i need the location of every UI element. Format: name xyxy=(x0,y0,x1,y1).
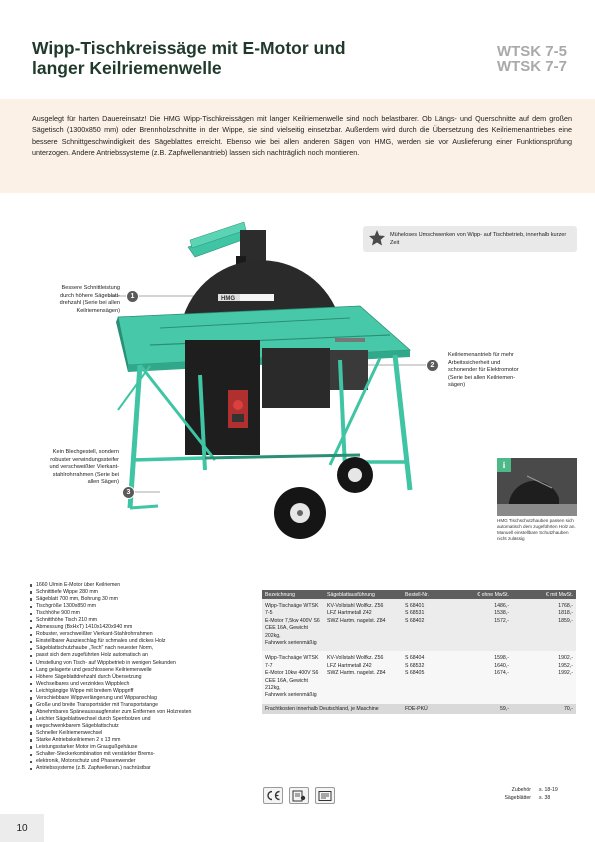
ce-mark-icon xyxy=(263,787,283,804)
product-name-cell xyxy=(262,651,324,703)
cell-line: CEE 16A, Gewicht 202kg, xyxy=(265,625,308,639)
intro-paragraph: Ausgelegt für harten Dauereinsatz! Die HMG Wipp-Tischkreissägen mit langer Keilriemenwelle sind noch belastbarer. Ob Längs- und Querschnitte auf dem großen Sägetisch (1300x850 mm) oder Brennholzschnitte in der Wippe, sie sind vielseitig einsetzbar. Außerdem wird durch die Übersetzung des Keilriemenantriebes eine bessere Schnittgeschwindigkeit des Sägeblattes erreicht. Ebenso wie bei allen anderen Sägen von HMG, werden sie vor Auslieferung einer Funktionsprüfung unterzogen. Andere Antriebssysteme (z.B. Zapfwellenantrieb) lassen sich nachträglich noch montieren. xyxy=(32,114,572,158)
feature-list xyxy=(30,582,245,772)
blade-cell xyxy=(324,651,402,703)
reference-value: s. 38 xyxy=(539,795,551,801)
list-item: Schalter-Steckerkombination mit verstärkter Brems- xyxy=(30,751,245,758)
col-header: € mit MwSt. xyxy=(512,590,576,599)
reference-label: Sägeblätter xyxy=(504,795,531,801)
manual-icon xyxy=(315,787,335,804)
cell-line: S 68402 xyxy=(405,617,425,624)
inset-caption: HMG Tischschutzhauben passen sich automatisch dem zugeführten Holz an. Manuell einstellbare Schutzhauben nicht zulässig xyxy=(497,518,576,541)
cell-line: LFZ Hartmetall Z42 xyxy=(327,610,372,617)
list-item: Abnehmbares Späneaussaugfenster zum Entfernen von Holzresten xyxy=(30,709,245,716)
gross-price-cell xyxy=(512,599,576,651)
list-item: elektronik, Motorschutz und Phasenwender xyxy=(30,758,245,765)
freight-row xyxy=(262,704,576,714)
price-table xyxy=(262,590,576,714)
cell-line: 1818,- xyxy=(558,610,573,617)
certificate-icon xyxy=(289,787,309,804)
cell-line: Fahrwerk serienmäßig xyxy=(265,640,317,647)
list-item: Schneller Keilriemenwechsel xyxy=(30,730,245,737)
list-item: Abmessung (BxHxT) 1410x1420x940 mm xyxy=(30,624,245,631)
page-number: 10 xyxy=(0,814,44,842)
order-number-cell xyxy=(402,599,454,651)
list-item: Starke Antriebskeilriemen 2 x 13 mm xyxy=(30,737,245,744)
callout-2-line: sägen) xyxy=(448,382,466,389)
model-name-1: WTSK 7-5 xyxy=(496,43,567,60)
list-item: 1660 U/min E-Motor über Keilriemen xyxy=(30,582,245,589)
freight-net: 59,- xyxy=(454,704,512,714)
feature-highlight-text: Müheloses Umschwenken von Wipp- auf Tischbetrieb, innerhalb kurzer Zeit xyxy=(390,232,567,246)
callout-3-line: robuster verwindungssteifer xyxy=(50,456,119,463)
callout-3-line: allen Sägen) xyxy=(87,479,119,486)
cell-line: CEE 16A, Gewicht 212kg, xyxy=(265,677,308,692)
callout-1-line: drehzahl (Serie bei allen xyxy=(59,300,120,307)
callout-3-marker: 3 xyxy=(122,486,135,499)
cell-line: 1538,- xyxy=(494,610,509,617)
title-line-2: langer Keilriemenwelle xyxy=(32,58,222,78)
list-item: wegschwenkbarem Sägeblattschutz xyxy=(30,723,245,730)
cell-line: Wipp-Tischsäge WTSK 7-5 xyxy=(265,603,319,617)
callout-1-line: durch höhere Sägeblatt- xyxy=(59,292,120,299)
callout-2-text xyxy=(448,352,538,390)
table-row xyxy=(262,599,576,651)
list-item: Umstellung von Tisch- auf Wippbetrieb in wenigen Sekunden xyxy=(30,660,245,667)
cell-line: LFZ Hartmetall Z42 xyxy=(327,662,372,669)
reference-row xyxy=(447,786,567,794)
cell-line: 1902,- xyxy=(558,655,573,662)
list-item: Sägeblatt 700 mm, Bohrung 30 mm xyxy=(30,596,245,603)
callout-1-line: Bessere Schnittleistung xyxy=(61,285,120,291)
table-row xyxy=(262,651,576,703)
blade-cell xyxy=(324,599,402,651)
list-item: Schnitttiefe Wippe 280 mm xyxy=(30,589,245,596)
cell-line: 1640,- xyxy=(494,662,509,669)
list-item: Leichtgängige Wippe mit breitem Wippgriff xyxy=(30,688,245,695)
callout-3-line: und verschweißter Vierkant- xyxy=(49,464,119,471)
col-header: Bestell-Nr. xyxy=(402,590,454,599)
list-item: Antriebssysteme (z.B. Zapfwellenan.) nachrüstbar xyxy=(30,765,245,772)
cell-line: 1674,- xyxy=(494,670,509,677)
cell-line: S 68405 xyxy=(405,670,425,677)
callout-2-line: schonender für Elektromotor xyxy=(448,367,519,374)
reference-row xyxy=(447,794,567,802)
callout-2-marker: 2 xyxy=(426,359,439,372)
cell-line: 1952,- xyxy=(558,662,573,669)
list-item: Tischgröße 1300x850 mm xyxy=(30,603,245,610)
net-price-cell xyxy=(454,651,512,703)
list-item: Verschiebbare Wippverlängerung und Wippanschlag xyxy=(30,695,245,702)
cell-line: E-Motor 10kw 400V S6 xyxy=(265,670,319,677)
callout-1-text xyxy=(40,285,120,315)
list-item: Leichter Sägeblattwechsel durch Sperrbolzen und xyxy=(30,716,245,723)
page-title xyxy=(32,38,412,78)
col-header: Sägeblattausführung xyxy=(324,590,402,599)
net-price-cell xyxy=(454,599,512,651)
freight-gross: 70,- xyxy=(512,704,576,714)
list-item: Robuster, verschweißter Vierkant-Stahlrohrrahmen xyxy=(30,631,245,638)
cell-line: SWZ Hartm. nagelst. Z84 xyxy=(327,670,386,677)
cell-line: S 68531 xyxy=(405,610,425,617)
cell-line: SWZ Hartm. nagelst. Z84 xyxy=(327,617,386,624)
reference-value: s. 18-19 xyxy=(539,787,558,793)
model-name-2: WTSK 7-7 xyxy=(496,58,567,75)
cell-line: S 68404 xyxy=(405,655,425,662)
freight-label: Frachtkosten innerhalb Deutschland, je Maschine xyxy=(262,704,402,714)
list-item: Tischhöhe 900 mm xyxy=(30,610,245,617)
order-number-cell xyxy=(402,651,454,703)
callout-1-marker: 1 xyxy=(126,290,139,303)
cell-line: 1859,- xyxy=(558,617,573,624)
cell-line: Wipp-Tischsäge WTSK 7-7 xyxy=(265,655,319,669)
cell-line: 1572,- xyxy=(494,617,509,624)
callout-3-line: stahlrohrrahmen (Serie bei xyxy=(52,471,119,478)
cell-line: E-Motor 7,5kw 400V S6 xyxy=(265,617,320,624)
col-header: € ohne MwSt. xyxy=(454,590,512,599)
table-header-row xyxy=(262,590,576,599)
cell-line: Fahrwerk serienmäßig xyxy=(265,692,317,699)
list-item: Höhere Sägeblattdrehzahl durch Übersetzung xyxy=(30,674,245,681)
cell-line: 1992,- xyxy=(558,670,573,677)
cell-line: KV-Vollstahl Wolfkz. Z56 xyxy=(327,655,384,662)
cell-line: KV-Vollstahl Wolfkz. Z56 xyxy=(327,603,384,609)
star-icon xyxy=(368,229,386,247)
hmg-logo: HMG xyxy=(221,296,235,302)
freight-code: FDE-PKÜ xyxy=(402,704,454,714)
callout-2-line: Arbeitssicherheit und xyxy=(448,359,501,366)
gross-price-cell xyxy=(512,651,576,703)
col-header: Bezeichnung xyxy=(262,590,324,599)
model-names xyxy=(497,44,567,74)
page-references xyxy=(447,786,567,802)
title-line-1: Wipp-Tischkreissäge mit E-Motor und xyxy=(32,38,346,58)
cell-line: S 68401 xyxy=(405,603,425,609)
reference-label: Zubehör xyxy=(511,787,531,793)
list-item: Schnitthöhe Tisch 210 mm xyxy=(30,617,245,624)
list-item: Einstellbarer Auszieschlag für schmales und dickes Holz xyxy=(30,638,245,645)
callout-1-line: Keilriemensägen) xyxy=(76,307,120,314)
cell-line: 1486,- xyxy=(494,603,509,609)
cell-line: 1768,- xyxy=(558,603,573,609)
certification-icons xyxy=(263,787,335,804)
cell-line: S 68532 xyxy=(405,662,425,669)
callout-3-text xyxy=(20,449,119,487)
list-item: Sägeblattschutzhaube „Tech" nach neuester Norm, xyxy=(30,645,245,652)
callout-2-line: (Serie bei allen Keilriemen- xyxy=(448,374,516,381)
cell-line: 1598,- xyxy=(494,655,509,662)
callout-3-line: Kein Blechgestell, sondern xyxy=(52,449,119,455)
list-item: Große und breite Transporträder mit Transportstange xyxy=(30,702,245,709)
list-item: passt sich dem zugeführten Holz automatisch an xyxy=(30,652,245,659)
callout-2-line: Keilriemenantrieb für mehr xyxy=(448,352,514,358)
list-item: Leistungsstarker Motor im Graugußgehäuse xyxy=(30,744,245,751)
list-item: Wechselbares und verzinktes Wippblech xyxy=(30,681,245,688)
info-icon: i xyxy=(497,458,511,472)
list-item: Lang gelagerte und geschlossene Keilriemenwelle xyxy=(30,667,245,674)
product-name-cell xyxy=(262,599,324,651)
